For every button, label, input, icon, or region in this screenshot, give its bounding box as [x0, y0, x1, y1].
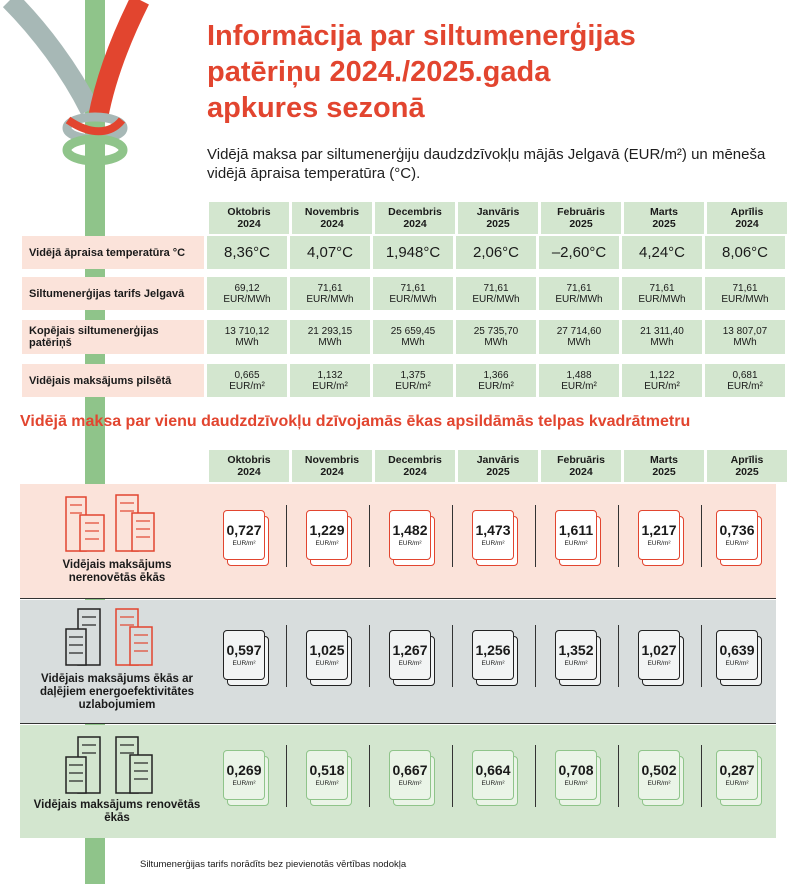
tile-unit: EUR/m² [232, 779, 256, 787]
unit: MWh [733, 337, 757, 348]
column-separator [369, 505, 370, 567]
tile-value: 0,727 [226, 521, 262, 538]
tile-unit: EUR/m² [398, 779, 422, 787]
value-cell [456, 364, 536, 397]
month-header [292, 450, 372, 482]
unit: EUR/m² [395, 380, 431, 392]
tile-value: 0,269 [226, 761, 262, 778]
month-label: Novembris [304, 454, 360, 466]
tile-face [555, 630, 597, 680]
value-tile [716, 630, 764, 684]
tile-value: 0,597 [226, 641, 262, 658]
building-icon-unrenovated [58, 493, 158, 553]
value: 1,122 [649, 369, 675, 381]
value-tile [223, 750, 271, 804]
tile-value: 1,473 [475, 521, 511, 538]
value: 71,61 [732, 282, 758, 294]
month-header [624, 450, 704, 482]
unit: EUR/m² [561, 380, 597, 392]
column-separator [535, 505, 536, 567]
month-label: Decembris [388, 454, 442, 466]
tile-unit: EUR/m² [315, 659, 339, 667]
unit: EUR/MWh [638, 293, 686, 305]
value: 0,665 [234, 369, 260, 381]
value-cell [705, 277, 785, 310]
month-label: Marts [649, 454, 678, 466]
tile-face [389, 750, 431, 800]
subtitle: Vidējā maksa par siltumenerģiju daudzdzīvokļu mājās Jelgavā (EUR/m²) un mēneša vidējā āргaisa temperatūra (°C). [207, 146, 766, 182]
tile-unit: EUR/m² [398, 539, 422, 547]
tile-unit: EUR/m² [564, 659, 588, 667]
column-separator [618, 505, 619, 567]
value-cell [539, 277, 619, 310]
year-label: 2025 [486, 466, 510, 478]
table1-row-tariff [22, 277, 785, 310]
tile-face [716, 510, 758, 560]
value-tile [306, 750, 354, 804]
tile-unit: EUR/m² [647, 779, 671, 787]
month-header [209, 450, 289, 482]
month-header [541, 450, 621, 482]
value-cell [705, 364, 785, 397]
value-tile [223, 510, 271, 564]
value: 25 735,70 [473, 326, 519, 337]
tile-face [389, 630, 431, 680]
year-label: 2024 [320, 218, 344, 230]
tile-value: 0,708 [558, 761, 594, 778]
year-label: 2024 [320, 466, 344, 478]
tile-unit: EUR/m² [232, 539, 256, 547]
tile-unit: EUR/m² [647, 539, 671, 547]
year-label: 2025 [486, 218, 510, 230]
tile-unit: EUR/m² [725, 779, 749, 787]
unit: MWh [235, 337, 259, 348]
value-cell [456, 236, 536, 269]
tile-face [638, 630, 680, 680]
value: 4,24°C [638, 244, 686, 261]
column-separator [701, 505, 702, 567]
table1-row-temperature [22, 236, 785, 269]
tile-face [638, 750, 680, 800]
value: 13 807,07 [722, 326, 768, 337]
tile-unit: EUR/m² [725, 539, 749, 547]
year-label: 2024 [735, 218, 759, 230]
value-tile [472, 750, 520, 804]
value: 8,36°C [223, 244, 271, 261]
month-label: Oktobris [227, 206, 271, 218]
tile-value: 0,287 [719, 761, 755, 778]
column-separator [286, 505, 287, 567]
tile-unit: EUR/m² [481, 539, 505, 547]
value-tile [716, 510, 764, 564]
tile-value: 1,217 [641, 521, 677, 538]
year-label: 2024 [403, 218, 427, 230]
value-tile [716, 750, 764, 804]
page-title [207, 18, 727, 126]
month-header [707, 202, 787, 234]
tile-face [472, 510, 514, 560]
value-tile [223, 630, 271, 684]
tile-face [716, 630, 758, 680]
month-header [375, 450, 455, 482]
month-label: Aprīlis [730, 206, 764, 218]
value: 1,132 [317, 369, 343, 381]
month-label: Novembris [304, 206, 360, 218]
month-header [209, 202, 289, 234]
column-separator [701, 625, 702, 687]
month-label: Februāris [557, 206, 605, 218]
year-label: 2025 [735, 466, 759, 478]
unit: EUR/MWh [223, 293, 271, 305]
unit: EUR/m² [478, 380, 514, 392]
value-tile [472, 510, 520, 564]
table1-row-payment [22, 364, 785, 397]
tile-face [306, 750, 348, 800]
value: 1,948°C [385, 244, 441, 261]
title-line-3: apkures sezonā [207, 92, 425, 124]
month-label: Decembris [388, 206, 442, 218]
column-separator [452, 505, 453, 567]
band-label-partial: Vidējais maksājums ēkās ar daļējiem energoefektivitātes uzlabojumiem [39, 673, 195, 711]
tile-unit: EUR/m² [315, 779, 339, 787]
tile-unit: EUR/m² [564, 779, 588, 787]
month-header [624, 202, 704, 234]
value: 71,61 [566, 282, 592, 294]
year-label: 2024 [237, 218, 261, 230]
value: 13 710,12 [224, 326, 270, 337]
tile-value: 1,352 [558, 641, 594, 658]
column-separator [535, 625, 536, 687]
tile-value: 1,025 [309, 641, 345, 658]
row-label: Vidējais maksājums pilsētā [22, 364, 204, 397]
value-cell [207, 320, 287, 354]
value-tile [555, 750, 603, 804]
column-separator [286, 745, 287, 807]
tile-value: 1,267 [392, 641, 428, 658]
value: 2,06°C [472, 244, 520, 261]
band-label-renovated: Vidējais maksājums renovētās ēkās [33, 799, 201, 824]
year-label: 2024 [569, 466, 593, 478]
value: 71,61 [649, 282, 675, 294]
footnote: Siltumenerģijas tarifs norādīts bez pievienotās vērtības nodokļa [140, 859, 407, 870]
unit: EUR/MWh [389, 293, 437, 305]
value-cell [705, 320, 785, 354]
tile-face [306, 630, 348, 680]
month-label: Februāris [557, 454, 605, 466]
month-label: Aprīlis [730, 454, 764, 466]
value-tile [555, 630, 603, 684]
value-cell [539, 236, 619, 269]
value-cell [207, 236, 287, 269]
value-cell [373, 364, 453, 397]
tile-face [223, 630, 265, 680]
tile-value: 1,611 [558, 521, 594, 538]
value-cell [290, 277, 370, 310]
unit: MWh [650, 337, 674, 348]
table1-header [209, 202, 787, 234]
value-cell [622, 236, 702, 269]
month-label: Marts [649, 206, 678, 218]
column-separator [535, 745, 536, 807]
column-separator [452, 625, 453, 687]
tile-value: 0,664 [475, 761, 511, 778]
value: 21 293,15 [307, 326, 353, 337]
column-separator [618, 625, 619, 687]
tile-value: 0,667 [392, 761, 428, 778]
tile-unit: EUR/m² [481, 779, 505, 787]
table2-header [209, 450, 787, 482]
value-cell [290, 320, 370, 354]
tile-value: 0,518 [309, 761, 345, 778]
value: 4,07°C [306, 244, 354, 261]
tile-unit: EUR/m² [481, 659, 505, 667]
value: 1,375 [400, 369, 426, 381]
column-separator [452, 745, 453, 807]
value-tile [638, 510, 686, 564]
unit: MWh [318, 337, 342, 348]
unit: EUR/MWh [721, 293, 769, 305]
value-cell [290, 364, 370, 397]
value: 69,12 [234, 282, 260, 294]
value: 71,61 [483, 282, 509, 294]
value-cell [207, 277, 287, 310]
value-tile [638, 630, 686, 684]
tile-unit: EUR/m² [725, 659, 749, 667]
building-icon-renovated [58, 735, 158, 795]
value-cell [290, 236, 370, 269]
tile-face [638, 510, 680, 560]
value-cell [622, 320, 702, 354]
column-separator [369, 745, 370, 807]
value: 0,681 [732, 369, 758, 381]
tile-face [306, 510, 348, 560]
value-tile [472, 630, 520, 684]
unit: EUR/m² [727, 380, 763, 392]
value-tile [389, 750, 437, 804]
grey-pipe [10, 0, 90, 110]
value-cell [207, 364, 287, 397]
value-cell [373, 236, 453, 269]
value: 27 714,60 [556, 326, 602, 337]
row-label: Vidējā āргaisa temperatūra °C [22, 236, 204, 269]
tile-value: 0,736 [719, 521, 755, 538]
value: 25 659,45 [390, 326, 436, 337]
tile-face [223, 750, 265, 800]
tile-face [472, 750, 514, 800]
tile-unit: EUR/m² [232, 659, 256, 667]
month-header [458, 202, 538, 234]
title-line-2: patēriņu 2024./2025.gada [207, 56, 551, 88]
band-divider [20, 598, 776, 599]
value-tile [306, 510, 354, 564]
band-divider [20, 723, 776, 724]
tile-face [389, 510, 431, 560]
value-cell [539, 320, 619, 354]
month-label: Janvāris [476, 206, 520, 218]
title-line-1: Informācija par siltumenerģijas [207, 20, 636, 52]
month-label: Janvāris [476, 454, 520, 466]
month-header [707, 450, 787, 482]
tile-value: 1,027 [641, 641, 677, 658]
column-separator [286, 625, 287, 687]
month-header [375, 202, 455, 234]
tile-unit: EUR/m² [564, 539, 588, 547]
value: 71,61 [317, 282, 343, 294]
unit: EUR/m² [644, 380, 680, 392]
month-header [541, 202, 621, 234]
value-cell [373, 320, 453, 354]
tile-unit: EUR/m² [647, 659, 671, 667]
tile-unit: EUR/m² [315, 539, 339, 547]
table1-row-consumption [22, 320, 785, 354]
unit: EUR/MWh [472, 293, 520, 305]
unit: EUR/m² [312, 380, 348, 392]
value: 1,488 [566, 369, 592, 381]
value: –2,60°C [551, 244, 607, 261]
month-header [458, 450, 538, 482]
value-tile [389, 510, 437, 564]
year-label: 2025 [652, 218, 676, 230]
value-tile [555, 510, 603, 564]
band-label-unrenovated: Vidējais maksājums nerenovētās ēkās [62, 559, 172, 584]
column-separator [369, 625, 370, 687]
value-tile [638, 750, 686, 804]
building-icon-partial [58, 607, 158, 667]
unit: MWh [401, 337, 425, 348]
tile-value: 1,482 [392, 521, 428, 538]
tile-face [716, 750, 758, 800]
month-header [292, 202, 372, 234]
tile-value: 1,229 [309, 521, 345, 538]
value-cell [622, 364, 702, 397]
year-label: 2025 [569, 218, 593, 230]
value-tile [306, 630, 354, 684]
month-label: Oktobris [227, 454, 271, 466]
tile-unit: EUR/m² [398, 659, 422, 667]
tile-value: 0,502 [641, 761, 677, 778]
unit: EUR/MWh [555, 293, 603, 305]
column-separator [618, 745, 619, 807]
value-tile [389, 630, 437, 684]
unit: MWh [567, 337, 591, 348]
unit: EUR/m² [229, 380, 265, 392]
unit: MWh [484, 337, 508, 348]
tile-value: 1,256 [475, 641, 511, 658]
value: 71,61 [400, 282, 426, 294]
tile-face [555, 750, 597, 800]
value: 8,06°C [721, 244, 769, 261]
section-title: Vidējā maksa par vienu daudzdzīvokļu dzīvojamās ēkas apsildāmās telpas kvadrātmetru [20, 413, 691, 430]
row-label: Kopējais siltumenerģijas patēriņš [22, 320, 204, 354]
tile-face [472, 630, 514, 680]
value-cell [456, 320, 536, 354]
tile-face [223, 510, 265, 560]
tile-face [555, 510, 597, 560]
value: 1,366 [483, 369, 509, 381]
value-cell [373, 277, 453, 310]
year-label: 2024 [237, 466, 261, 478]
unit: EUR/MWh [306, 293, 354, 305]
value-cell [539, 364, 619, 397]
value-cell [456, 277, 536, 310]
value-cell [622, 277, 702, 310]
value: 21 311,40 [640, 326, 684, 337]
year-label: 2025 [652, 466, 676, 478]
value-cell [705, 236, 785, 269]
tile-value: 0,639 [719, 641, 755, 658]
year-label: 2024 [403, 466, 427, 478]
column-separator [701, 745, 702, 807]
row-label: Siltumenerģijas tarifs Jelgavā [22, 277, 204, 310]
